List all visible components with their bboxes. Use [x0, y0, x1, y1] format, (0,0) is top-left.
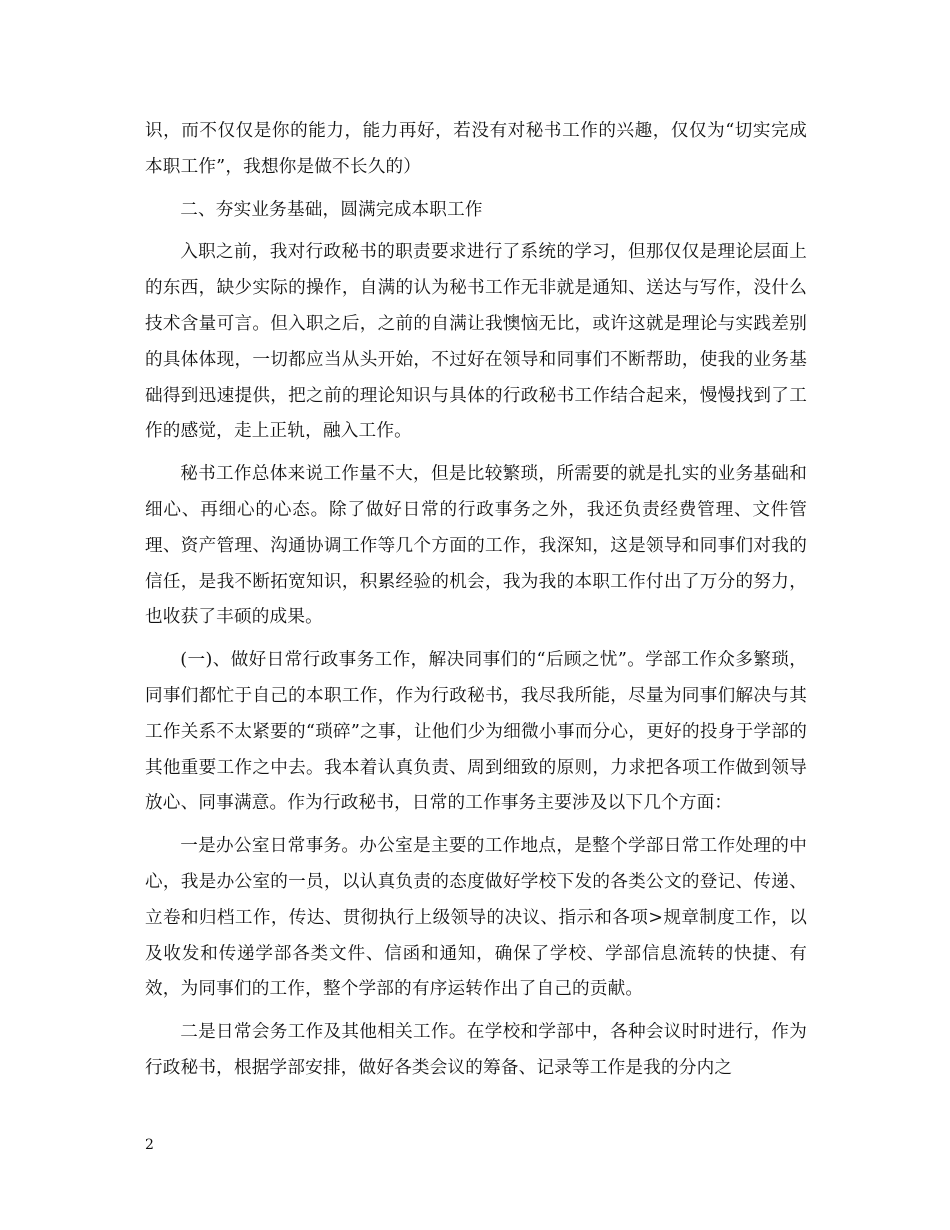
paragraph: 二是日常会务工作及其他相关工作。在学校和学部中，各种会议时时进行，作为行政秘书，根据学部安排，做好各类会议的筹备、记录等工作是我的分内之 [145, 1022, 807, 1078]
paragraph-continued: 识，而不仅仅是你的能力，能力再好，若没有对秘书工作的兴趣，仅仅为“切实完成本职工作”，我想你是做不长久的） [145, 121, 807, 177]
page-number: 2 [145, 1137, 154, 1153]
section-heading: 二、夯实业务基础，圆满完成本职工作 [180, 199, 483, 220]
paragraph: 一是办公室日常事务。办公室是主要的工作地点，是整个学部日常工作处理的中心，我是办公室的一员，以认真负责的态度做好学校下发的各类公文的登记、传递、立卷和归档工作，传达、贯彻执行上级领导的决议、指示和各项>规章制度工作，以及收发和传递学部各类文件、信函和通知，确保了学校、学部信息流转的快捷、有效，为同事们的工作，整个学部的有序运转作出了自己的贡献。 [145, 836, 807, 1000]
paragraph: (一)、做好日常行政事务工作，解决同事们的“后顾之忧”。学部工作众多繁琐，同事们都忙于自己的本职工作，作为行政秘书，我尽我所能，尽量为同事们解决与其工作关系不太紧要的“琐碎”之事，让他们少为细微小事而分心，更好的投身于学部的其他重要工作之中去。我本着认真负责、周到细致的原则，力求把各项工作做到领导放心、同事满意。作为行政秘书，日常的工作事务主要涉及以下几个方面： [145, 650, 807, 814]
paragraph: 秘书工作总体来说工作量不大，但是比较繁琐，所需要的就是扎实的业务基础和细心、再细心的心态。除了做好日常的行政事务之外，我还负责经费管理、文件管理、资产管理、沟通协调工作等几个方面的工作，我深知，这是领导和同事们对我的信任，是我不断拓宽知识，积累经验的机会，我为我的本职工作付出了万分的努力，也收获了丰硕的成果。 [145, 464, 807, 628]
document-body [145, 114, 807, 1087]
paragraph: 入职之前，我对行政秘书的职责要求进行了系统的学习，但那仅仅是理论层面上的东西，缺少实际的操作，自满的认为秘书工作无非就是通知、送达与写作，没什么技术含量可言。但入职之后，之前的自满让我懊恼无比，或许这就是理论与实践差别的具体体现，一切都应当从头开始，不过好在领导和同事们不断帮助，使我的业务基础得到迅速提供，把之前的理论知识与具体的行政秘书工作结合起来，慢慢找到了工作的感觉，走上正轨，融入工作。 [145, 242, 807, 442]
